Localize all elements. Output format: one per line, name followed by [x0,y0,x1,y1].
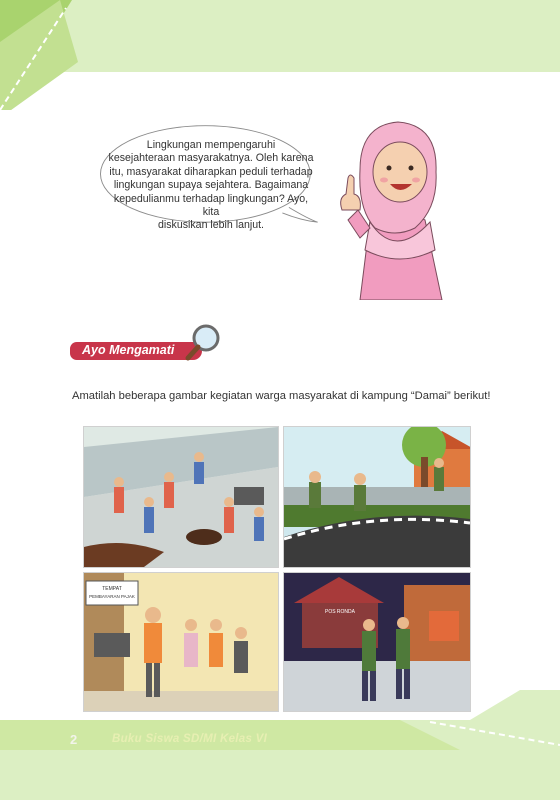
girl-character [330,110,460,300]
speech-line: lingkungan supaya sejahtera. Bagaimana [113,179,309,192]
page-number: 2 [70,732,78,747]
intro-paragraph: Amatilah beberapa gambar kegiatan warga masyarakat di kampung “Damai” berikut! [72,390,491,402]
tax-sign-line1: TEMPAT [102,586,122,592]
tax-sign-line2: PEMBAYARAN PAJAK [89,594,135,599]
tax-sign [86,581,138,605]
post-sign: POS RONDA [324,609,356,615]
speech-line: kepedulianmu terhadap lingkungan? Ayo, kita [113,192,309,219]
speech-line: kesejahteraan masyarakatnya. Oleh karena [108,152,314,165]
illustration-community-cleanup [83,426,279,568]
magnifier-icon [184,322,224,362]
footer-decoration [0,690,560,800]
book-title: Buku Siswa SD/MI Kelas VI [112,733,268,745]
section-label-text: Ayo Mengamati [82,343,175,357]
speech-line: diskusikan lebih lanjut. [158,219,264,232]
speech-line: Lingkungan mempengaruhi [146,139,276,151]
speech-text [108,139,314,233]
illustration-planting-trees [283,426,471,568]
header-decoration [0,0,560,110]
speech-line: itu, masyarakat diharapkan peduli terhadap [109,165,313,178]
